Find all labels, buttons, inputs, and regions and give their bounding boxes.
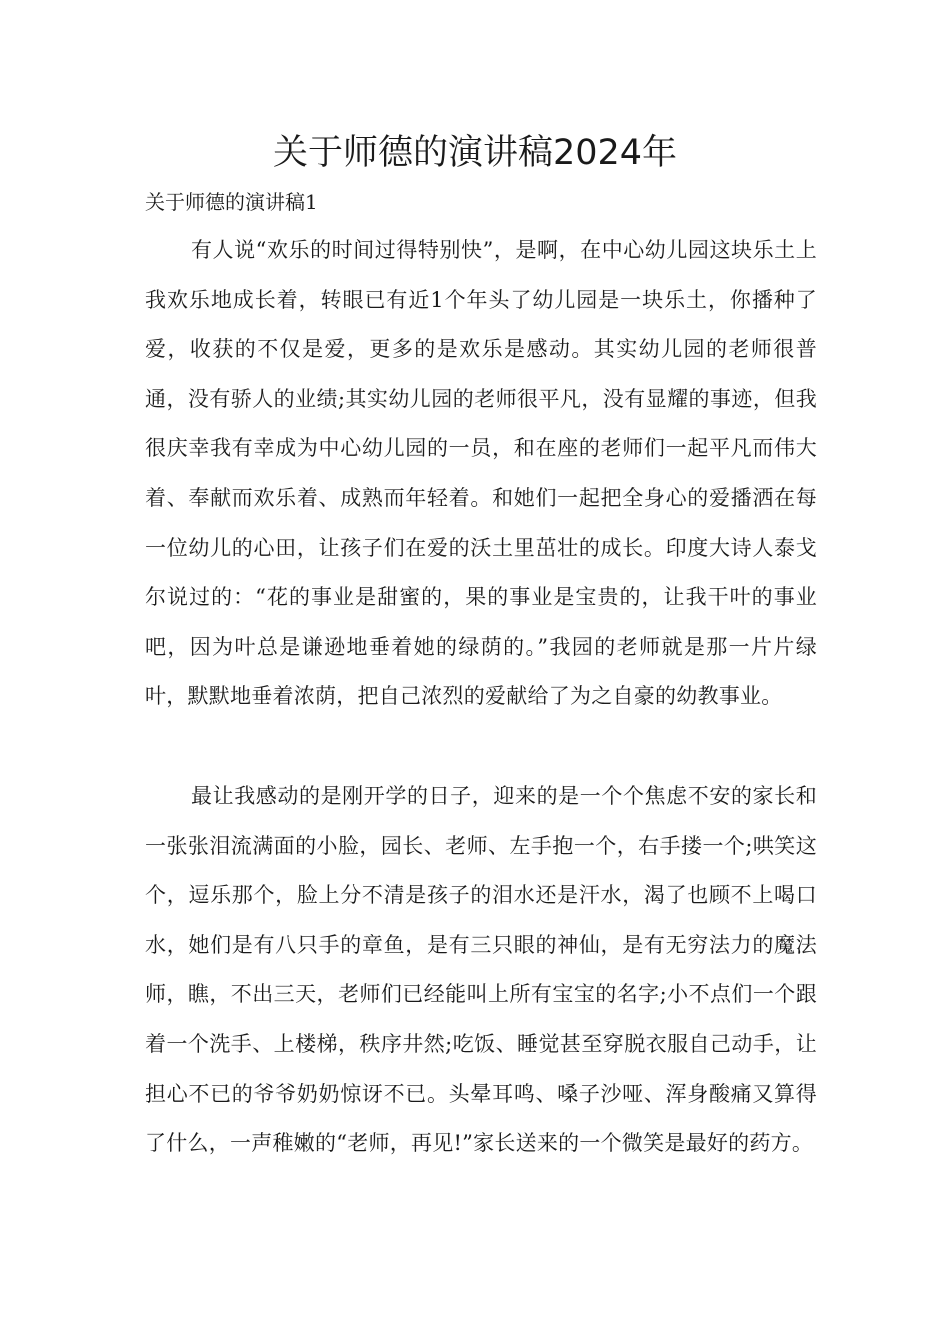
paragraph: 最让我感动的是刚开学的日子，迎来的是一个个焦虑不安的家长和一张张泪流满面的小脸，园长、老师、左手抱一个，右手搂一个;哄笑这个，逗乐那个，脸上分不清是孩子的泪水还是汗水，渴了也顾不上喝口水，她们是有八只手的章鱼，是有三只眼的神仙，是有无穷法力的魔法师，瞧，不出三天，老师们已经能叫上所有宝宝的名字;小不点们一个跟着一个洗手、上楼梯，秩序井然;吃饭、睡觉甚至穿脱衣服自己动手，让担心不已的爷爷奶奶惊讶不已。头晕耳鸣、嗓子沙哑、浑身酸痛又算得了什么，一声稚嫩的“老师，再见!”家长送来的一个微笑是最好的药方。 (145, 784, 817, 1156)
paragraph: 有人说“欢乐的时间过得特别快”，是啊，在中心幼儿园这块乐土上我欢乐地成长着，转眼已有近1个年头了幼儿园是一块乐土，你播种了爱，收获的不仅是爱，更多的是欢乐是感动。其实幼儿园的老师很普通，没有骄人的业绩;其实幼儿园的老师很平凡，没有显耀的事迹，但我很庆幸我有幸成为中心幼儿园的一员，和在座的老师们一起平凡而伟大着、奉献而欢乐着、成熟而年轻着。和她们一起把全身心的爱播洒在每一位幼儿的心田，让孩子们在爱的沃土里茁壮的成长。印度大诗人泰戈尔说过的：“花的事业是甜蜜的，果的事业是宝贵的，让我干叶的事业吧，因为叶总是谦逊地垂着她的绿荫的。”我园的老师就是那一片片绿叶，默默地垂着浓荫，把自己浓烈的爱献给了为之自豪的幼教事业。 (145, 238, 817, 709)
speech-subheading: 关于师德的演讲稿1 (145, 190, 318, 214)
document-title: 关于师德的演讲稿2024年 (272, 133, 678, 173)
